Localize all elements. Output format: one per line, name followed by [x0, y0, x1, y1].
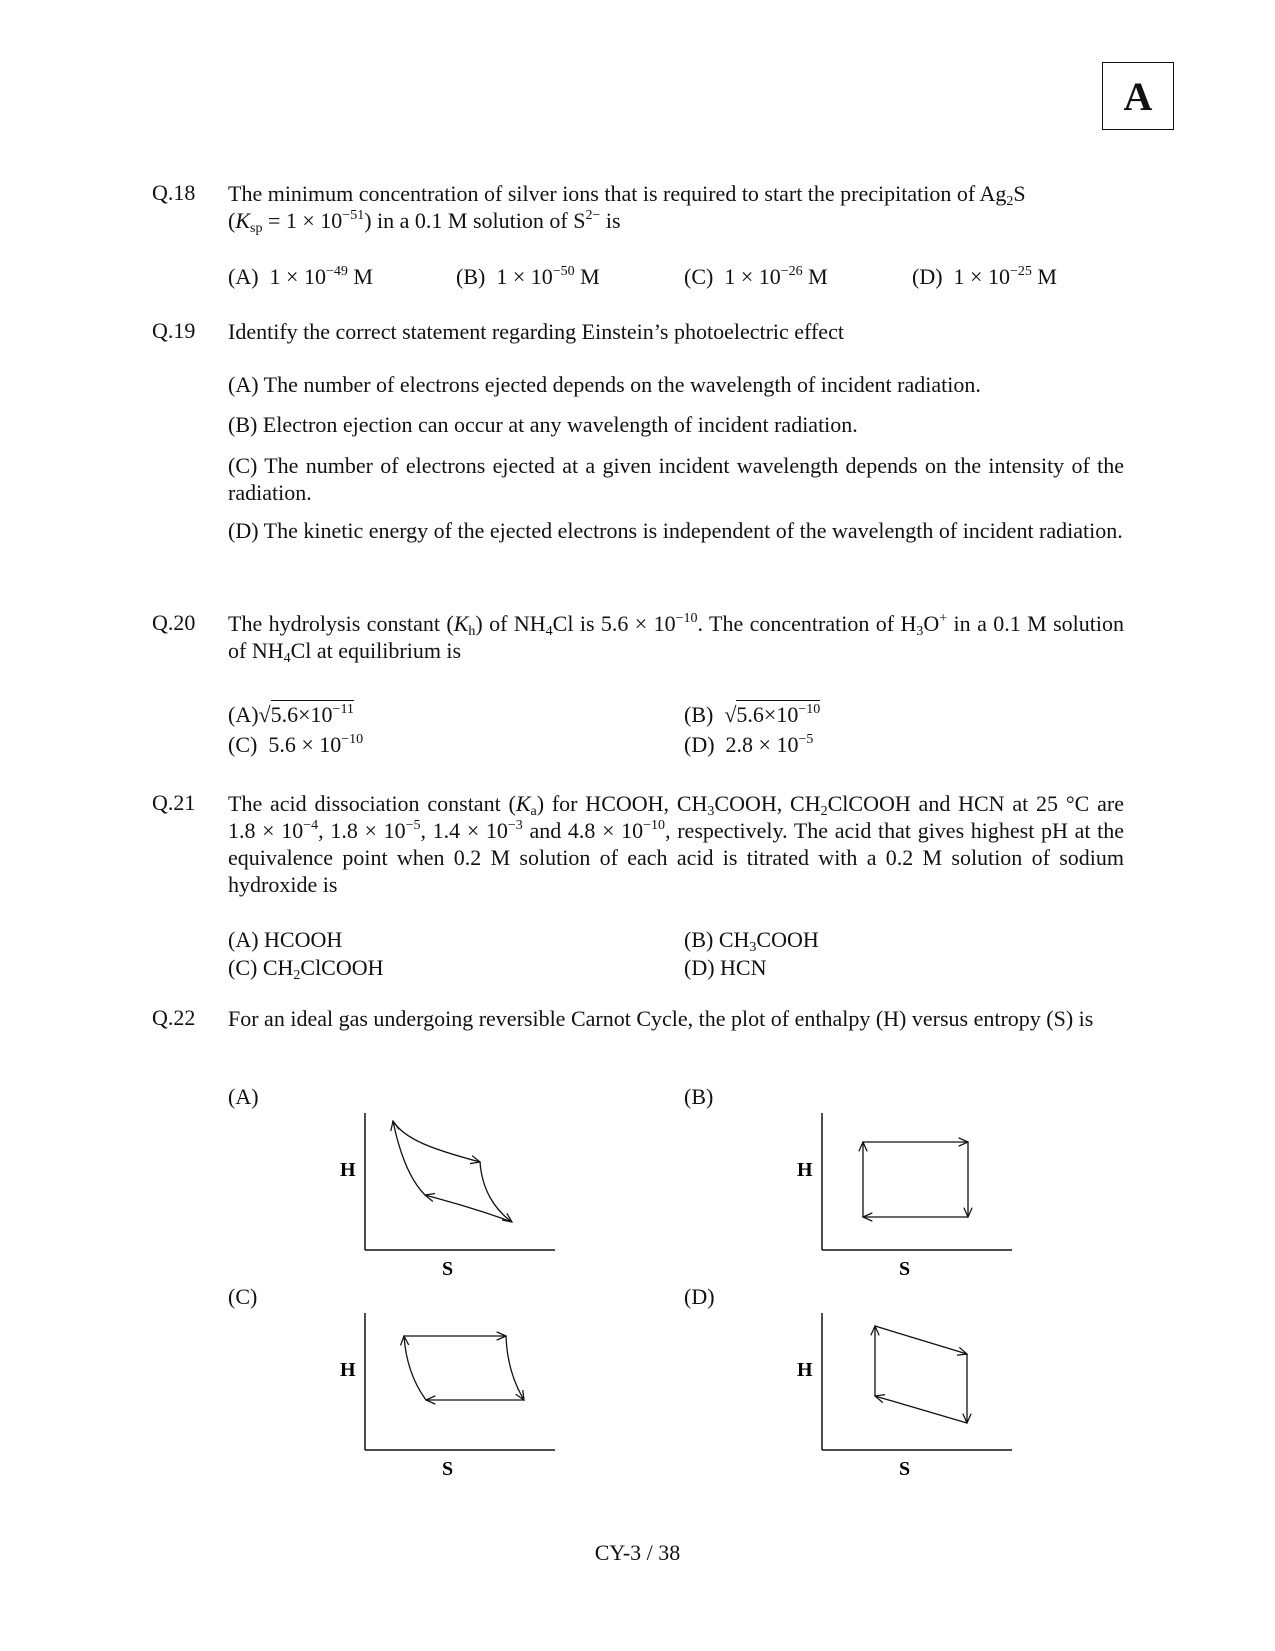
page-footer: CY-3 / 38 — [594, 1540, 681, 1565]
option-a: (A) $1 \times 10^{-49}$ M — [228, 264, 373, 289]
question-number: Q.21 — [152, 790, 196, 815]
cycle-path — [393, 1121, 425, 1195]
option-b: (B) Electron ejection can occur at any wavelength of incident radiation. — [228, 412, 858, 437]
x-axis-label: S — [442, 1458, 454, 1480]
option-a: (A) HCOOH — [228, 927, 343, 952]
plot-c-label: (C) — [228, 1284, 258, 1309]
plot-c — [330, 1310, 570, 1490]
option-b: (B) $√5.6\times 10^{-10}$ — [684, 702, 821, 727]
question-number: Q.20 — [152, 610, 196, 635]
option-d: (D) HCN — [684, 955, 767, 980]
cycle-path — [506, 1336, 524, 1400]
question-text: The hydrolysis constant $(K_h)$ of $NH_4Cl$ is $5.6 \times 10^{-10}$. The concentration of $H_3O^+$ in a 0.1 M solution of $NH_4Cl$ at equilibrium is — [228, 611, 1124, 666]
option-d: (D) $2.8 \times 10^{-5}$ — [684, 732, 814, 757]
plot-a — [330, 1110, 570, 1290]
y-axis-label: H — [797, 1359, 813, 1381]
x-axis-label: S — [442, 1258, 454, 1280]
question-text: The minimum concentration of silver ions that is required to start the precipitation of $Ag_2S$ $(K_{sp} = 1 \times 10^{-51})$ in a 0.1 M solution of $S^{2-}$ is — [228, 181, 1026, 236]
question-number: Q.22 — [152, 1005, 196, 1030]
cycle-path — [404, 1336, 426, 1400]
option-c: (C) $1 \times 10^{-26}$ M — [684, 264, 828, 289]
x-axis-label: S — [899, 1258, 911, 1280]
cycle-path — [393, 1121, 480, 1162]
plot-a-label: (A) — [228, 1084, 259, 1109]
cycle-path — [875, 1396, 967, 1423]
option-b: (B) $CH_3COOH$ — [684, 927, 819, 955]
cycle-path — [425, 1195, 512, 1222]
option-b: (B) $1 \times 10^{-50}$ M — [456, 264, 600, 289]
option-c: (C) $CH_2ClCOOH$ — [228, 955, 384, 983]
option-c: (C) $5.6 \times 10^{-10}$ — [228, 732, 364, 757]
answer-set-label: A — [1102, 62, 1174, 130]
option-a: $(A)√5.6\times 10^{-11}$ — [228, 702, 354, 727]
y-axis-label: H — [797, 1159, 813, 1181]
question-text: Identify the correct statement regarding Einstein’s photoelectric effect — [228, 319, 844, 344]
plot-b-label: (B) — [684, 1084, 714, 1109]
option-c: (C) The number of electrons ejected at a given incident wavelength depends on the intensity of the radiation. — [228, 453, 1124, 505]
question-number: Q.19 — [152, 318, 196, 343]
x-axis-label: S — [899, 1458, 911, 1480]
option-a: (A) The number of electrons ejected depends on the wavelength of incident radiation. — [228, 372, 981, 397]
cycle-path — [875, 1326, 967, 1354]
option-d: (D) The kinetic energy of the ejected electrons is independent of the wavelength of incident radiation. — [228, 518, 1123, 543]
option-d: (D) $1 \times 10^{-25}$ M — [912, 264, 1057, 289]
question-text: The acid dissociation constant $(K_a)$ for HCOOH, $CH_3COOH$, $CH_2ClCOOH$ and HCN at 25 °C are $1.8 \times 10^{-4}$, $1.8 \times 10^{-5}$, $1.4 \times 10^{-3}$ and $4.8 \times 10^{-10}$, respectively. The acid that gives highest pH at the equivalence point when 0.2 M solution of each acid is titrated with a 0.2 M solution of sodium hydroxide is — [228, 791, 1125, 897]
question-number: Q.18 — [152, 180, 196, 205]
y-axis-label: H — [340, 1159, 356, 1181]
y-axis-label: H — [340, 1359, 356, 1381]
plot-d — [787, 1310, 1027, 1490]
question-text: For an ideal gas undergoing reversible Carnot Cycle, the plot of enthalpy (H) versus entropy (S) is — [228, 1006, 1094, 1031]
plot-b — [787, 1110, 1027, 1290]
plot-d-label: (D) — [684, 1284, 715, 1309]
